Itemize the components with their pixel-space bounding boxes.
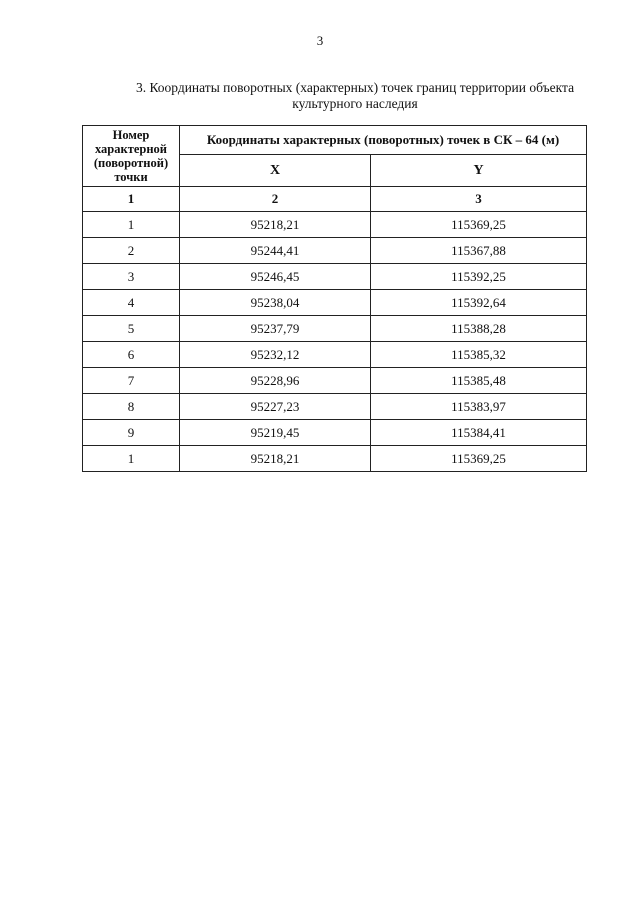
table-row (83, 290, 587, 316)
section-title-line-2: культурного наследия (292, 96, 418, 111)
y-coordinate-cell: 115392,25 (371, 264, 587, 290)
x-coordinate-cell: 95218,21 (180, 212, 371, 238)
column-index-cell: 1 (83, 187, 180, 212)
y-coordinate-cell: 115384,41 (371, 420, 587, 446)
point-number-header (83, 126, 180, 187)
y-coordinate-cell: 115369,25 (371, 212, 587, 238)
x-coordinate-cell: 95238,04 (180, 290, 371, 316)
y-column-header: Y (371, 155, 587, 187)
point-number-cell: 5 (83, 316, 180, 342)
point-number-cell: 9 (83, 420, 180, 446)
point-number-cell: 6 (83, 342, 180, 368)
table-row (83, 420, 587, 446)
x-coordinate-cell: 95246,45 (180, 264, 371, 290)
x-coordinate-cell: 95218,21 (180, 446, 371, 472)
table-row (83, 316, 587, 342)
point-number-cell: 1 (83, 446, 180, 472)
point-number-cell: 8 (83, 394, 180, 420)
y-coordinate-cell: 115392,64 (371, 290, 587, 316)
point-number-header-line: Номер (112, 128, 150, 142)
x-coordinate-cell: 95228,96 (180, 368, 371, 394)
point-number-header-line: характерной (94, 142, 168, 156)
table-row (83, 368, 587, 394)
point-number-cell: 1 (83, 212, 180, 238)
point-number-header-line: (поворотной) (93, 156, 169, 170)
table-row (83, 238, 587, 264)
point-number-cell: 2 (83, 238, 180, 264)
page-number: 3 (316, 33, 324, 48)
point-number-header-line: точки (114, 170, 148, 184)
coordinates-group-header: Координаты характерных (поворотных) точек в СК – 64 (м) (180, 126, 587, 155)
x-coordinate-cell: 95237,79 (180, 316, 371, 342)
x-coordinate-cell: 95232,12 (180, 342, 371, 368)
point-number-cell: 3 (83, 264, 180, 290)
coordinates-table (82, 125, 587, 472)
x-coordinate-cell: 95244,41 (180, 238, 371, 264)
coordinates-table-body (83, 212, 587, 472)
y-coordinate-cell: 115369,25 (371, 446, 587, 472)
y-coordinate-cell: 115385,32 (371, 342, 587, 368)
table-row (83, 342, 587, 368)
y-coordinate-cell: 115385,48 (371, 368, 587, 394)
x-coordinate-cell: 95219,45 (180, 420, 371, 446)
y-coordinate-cell: 115367,88 (371, 238, 587, 264)
point-number-cell: 4 (83, 290, 180, 316)
table-row (83, 212, 587, 238)
point-number-cell: 7 (83, 368, 180, 394)
x-column-header: X (180, 155, 371, 187)
y-coordinate-cell: 115388,28 (371, 316, 587, 342)
y-coordinate-cell: 115383,97 (371, 394, 587, 420)
column-index-cell: 2 (180, 187, 371, 212)
section-title-line-1: 3. Координаты поворотных (характерных) точек границ территории объекта (135, 80, 575, 95)
table-row (83, 264, 587, 290)
table-row (83, 394, 587, 420)
column-index-cell: 3 (371, 187, 587, 212)
section-title (120, 80, 590, 112)
table-row (83, 446, 587, 472)
x-coordinate-cell: 95227,23 (180, 394, 371, 420)
